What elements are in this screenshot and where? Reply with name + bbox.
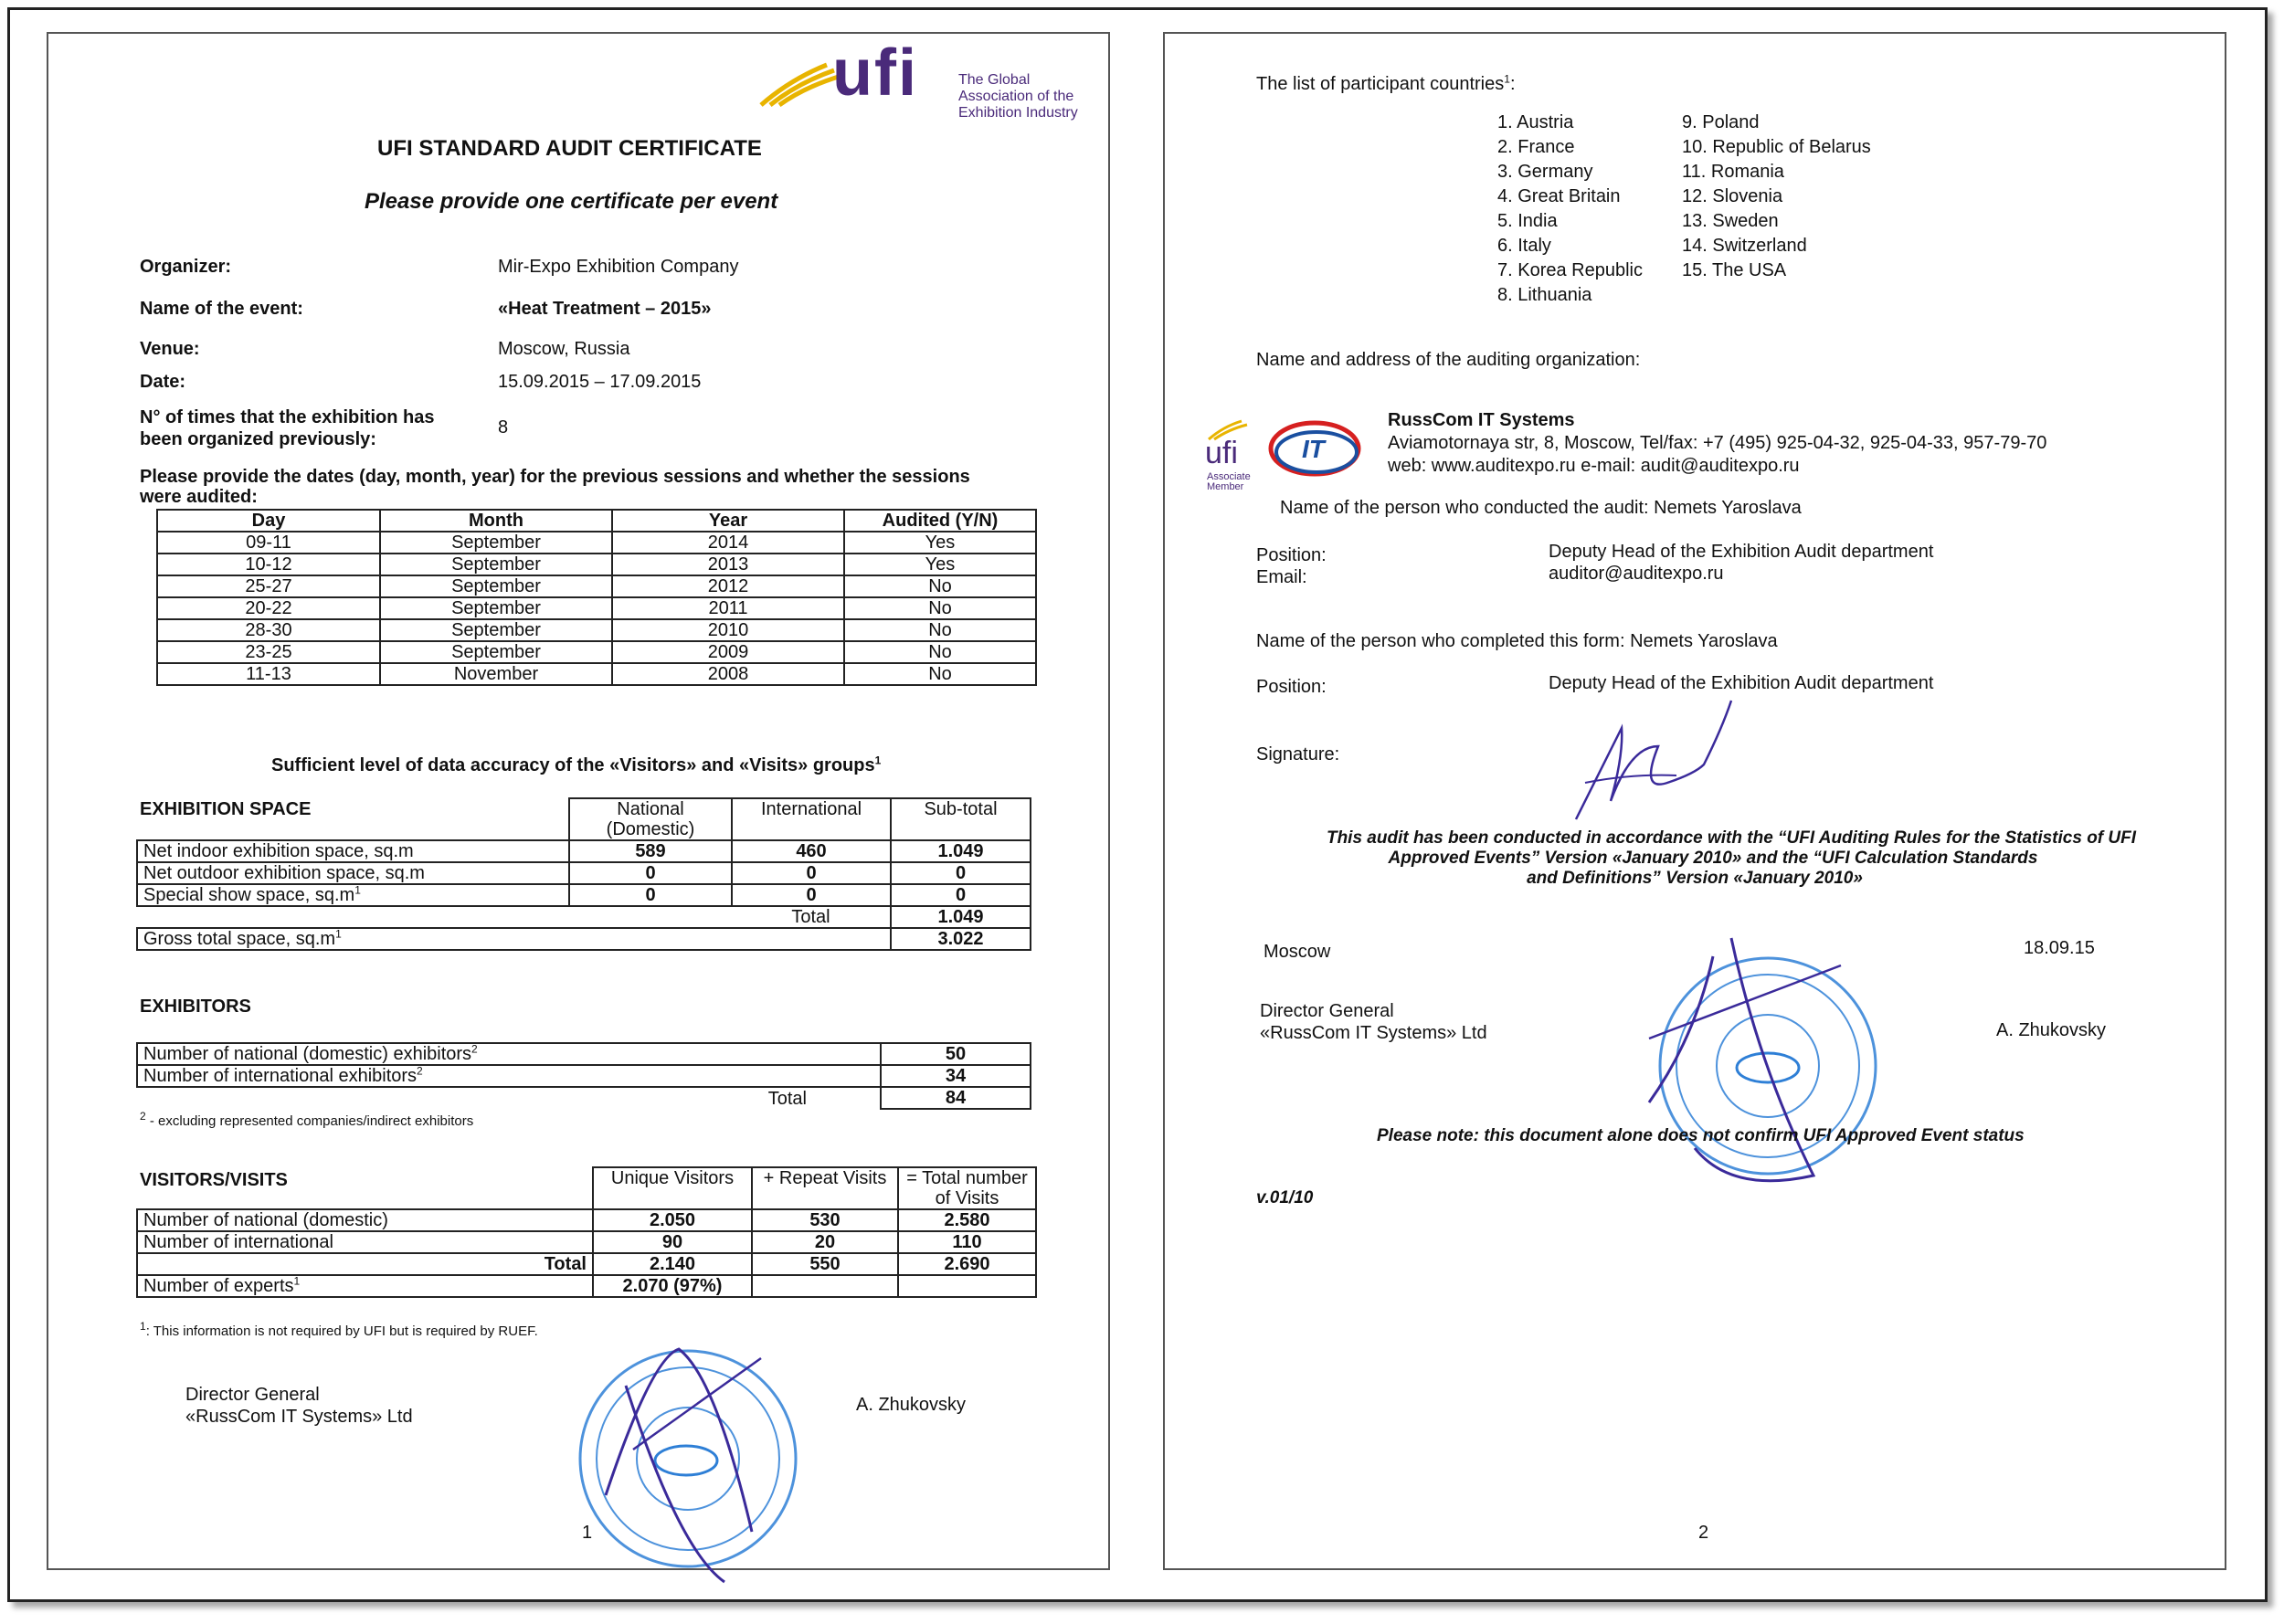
column-header: Year [612, 510, 844, 532]
cell: Yes [844, 554, 1036, 575]
cell: 2.070 (97%) [593, 1275, 752, 1297]
list-item: 14. Switzerland [1682, 236, 1807, 256]
audit-statement: This audit has been conducted in accordance with the “UFI Auditing Rules for the Statistics of UFI Approved Events” Version «January 2010» and the “UFI Calculation Standards and Definitions” Version «January 2010» [1326, 828, 2137, 888]
cell: 50 [881, 1043, 1031, 1065]
org-address: Aviamotornaya str, 8, Moscow, Tel/fax: +7 (495) 925-04-32, 925-04-33, 957-79-70 [1388, 433, 2047, 453]
russcom-logo-icon [1265, 416, 1366, 481]
cell: 20 [752, 1231, 898, 1253]
list-item: 7. Korea Republic [1497, 260, 1643, 280]
cell: 2008 [612, 663, 844, 685]
organizer-label: Organizer: [140, 257, 232, 277]
list-item: 2. France [1497, 137, 1575, 157]
venue-value: Moscow, Russia [498, 339, 630, 359]
cell: 34 [881, 1065, 1031, 1087]
exhibition-space-table [136, 797, 1031, 951]
page-2 [1163, 32, 2226, 1570]
cell: 28-30 [157, 619, 380, 641]
countries-list-left [1497, 111, 1643, 308]
email-label: Email: [1256, 567, 1307, 587]
column-header-repeat: + Repeat Visits [752, 1167, 898, 1209]
signatory-name: A. Zhukovsky [1996, 1020, 2107, 1040]
cell: September [380, 554, 612, 575]
version: v.01/10 [1256, 1188, 1314, 1207]
cell: 2010 [612, 619, 844, 641]
table-row [137, 884, 1031, 906]
total-value: 1.049 [891, 906, 1031, 928]
row-label: Gross total space, $sq.m^1$ [137, 928, 891, 950]
date-value: 15.09.2015 – 17.09.2015 [498, 372, 702, 392]
ufi-small-wordmark: ufi [1205, 436, 1238, 470]
cell: 530 [752, 1209, 898, 1231]
column-header-unique: Unique Visitors [593, 1167, 752, 1209]
cell: 2.690 [898, 1253, 1036, 1275]
cell: 1.049 [891, 840, 1031, 862]
row-label: Number of international [137, 1231, 593, 1253]
table-row-total [137, 1087, 1031, 1109]
column-header-national: National (Domestic) [569, 798, 732, 840]
page-1 [47, 32, 1110, 1570]
table-row [137, 840, 1031, 862]
date-label: Date: [140, 372, 186, 392]
row-label: Net indoor exhibition space, sq.m [137, 840, 569, 862]
list-item: 12. Slovenia [1682, 186, 1783, 206]
cell: No [844, 641, 1036, 663]
cell: September [380, 575, 612, 597]
email-value: auditor@auditexpo.ru [1549, 564, 1724, 584]
row-label: Number of national (domestic) [137, 1209, 593, 1231]
ufi-associate-member: Associate Member [1207, 471, 1251, 492]
organizer-value: Mir-Expo Exhibition Company [498, 257, 739, 277]
table-row-total [137, 906, 1031, 928]
audit-conducted-by: Name of the person who conducted the audit: Nemets Yaroslava [1280, 498, 1802, 518]
row-label: Number of international exhibitors$^2$ [137, 1065, 881, 1087]
list-item: 5. India [1497, 211, 1558, 231]
cell: 589 [569, 840, 732, 862]
table-row [157, 641, 1036, 663]
exhibitors-footnote: $^2$ - excluding represented companies/indirect exhibitors [140, 1110, 474, 1129]
cell: 110 [898, 1231, 1036, 1253]
row-label: Number of experts$^1$ [137, 1275, 593, 1297]
venue-label: Venue: [140, 339, 200, 359]
list-item: 3. Germany [1497, 162, 1593, 182]
cell: 2009 [612, 641, 844, 663]
cell: 2.050 [593, 1209, 752, 1231]
table-row [157, 554, 1036, 575]
cell: 550 [752, 1253, 898, 1275]
cell: 2.140 [593, 1253, 752, 1275]
list-item: 11. Romania [1682, 162, 1784, 182]
handwritten-signature-icon [1567, 691, 1750, 828]
event-name-label: Name of the event: [140, 299, 303, 319]
auditing-org-label: Name and address of the auditing organization: [1256, 350, 1641, 370]
footnote-1: $^1$: This information is not required by UFI but is required by RUEF. [140, 1320, 538, 1339]
svg-text:IT: IT [1302, 435, 1325, 463]
cell: 2014 [612, 532, 844, 554]
row-label: Number of national (domestic) exhibitors$^2$ [137, 1043, 881, 1065]
director-block: Director General «RussCom IT Systems» Ltd [185, 1385, 413, 1427]
list-item: 10. Republic of Belarus [1682, 137, 1871, 157]
company-stamp-icon [542, 1322, 834, 1587]
cell: 2011 [612, 597, 844, 619]
position-label: Position: [1256, 545, 1327, 565]
times-organized-value: 8 [498, 417, 509, 438]
cell: 0 [569, 884, 732, 906]
cell: 11-13 [157, 663, 380, 685]
table-row [157, 575, 1036, 597]
city: Moscow [1264, 942, 1331, 962]
list-item: 9. Poland [1682, 112, 1760, 132]
cell: No [844, 619, 1036, 641]
table-row [137, 1043, 1031, 1065]
gross-value: 3.022 [891, 928, 1031, 950]
company-stamp-icon [1594, 929, 1905, 1203]
cell: 23-25 [157, 641, 380, 663]
list-item: 8. Lithuania [1497, 285, 1592, 305]
table-row-experts [137, 1275, 1036, 1297]
cell: September [380, 532, 612, 554]
accuracy-note: Sufficient level of data accuracy of the «Visitors» and «Visits» groups$^1$ [271, 754, 882, 775]
cell: 0 [732, 884, 891, 906]
page-subtitle: Please provide one certificate per event [365, 189, 778, 214]
table-row [157, 619, 1036, 641]
document-frame [7, 7, 2268, 1602]
cell: 0 [732, 862, 891, 884]
cell: 25-27 [157, 575, 380, 597]
list-item: 15. The USA [1682, 260, 1787, 280]
cell: 0 [891, 884, 1031, 906]
exhibitors-table [136, 1042, 1031, 1110]
cell: 2.580 [898, 1209, 1036, 1231]
cell: September [380, 641, 612, 663]
cell: 20-22 [157, 597, 380, 619]
table-row [137, 1065, 1031, 1087]
visitors-table [136, 1166, 1037, 1298]
document-date: 18.09.15 [2024, 938, 2095, 958]
table-row [157, 532, 1036, 554]
exhibition-space-heading: EXHIBITION SPACE [140, 799, 312, 819]
table-row [137, 862, 1031, 884]
list-item: 13. Sweden [1682, 211, 1779, 231]
form-completed-by: Name of the person who completed this form: Nemets Yaroslava [1256, 631, 1778, 651]
cell: No [844, 575, 1036, 597]
list-item: 4. Great Britain [1497, 186, 1621, 206]
org-name: RussCom IT Systems [1388, 410, 1575, 430]
row-label: Special show space, $sq.m^1$ [137, 884, 569, 906]
table-row [137, 1209, 1036, 1231]
page-number: 1 [582, 1523, 593, 1543]
position-value: Deputy Head of the Exhibition Audit department [1549, 542, 1934, 562]
ufi-logo-wordmark: ufi [832, 37, 918, 110]
cell: 0 [569, 862, 732, 884]
table-row [157, 663, 1036, 685]
cell: 09-11 [157, 532, 380, 554]
column-header-subtotal: Sub-total [891, 798, 1031, 840]
cell: November [380, 663, 612, 685]
sessions-header-row [157, 510, 1036, 532]
event-name-value: «Heat Treatment – 2015» [498, 299, 712, 319]
cell: 0 [891, 862, 1031, 884]
signature-label: Signature: [1256, 744, 1340, 765]
cell: 10-12 [157, 554, 380, 575]
cell: No [844, 663, 1036, 685]
cell: 2013 [612, 554, 844, 575]
row-label: Net outdoor exhibition space, sq.m [137, 862, 569, 884]
cell: September [380, 619, 612, 641]
cell: No [844, 597, 1036, 619]
column-header: Day [157, 510, 380, 532]
column-header-international: International [732, 798, 891, 840]
table-row-total [137, 1253, 1036, 1275]
cell: September [380, 597, 612, 619]
table-row-gross [137, 928, 1031, 950]
cell: 2012 [612, 575, 844, 597]
table-row [157, 597, 1036, 619]
previous-sessions-prompt: Please provide the dates (day, month, year) for the previous sessions and whether the sessions were audited: [140, 467, 970, 507]
times-organized-label: N° of times that the exhibition has been organized previously: [140, 407, 435, 449]
visitors-header-row [137, 1167, 1036, 1209]
column-header: Month [380, 510, 612, 532]
total-label: Total [767, 1088, 807, 1109]
list-item: 6. Italy [1497, 236, 1551, 256]
visitors-heading: VISITORS/VISITS [140, 1170, 288, 1190]
cell: 90 [593, 1231, 752, 1253]
ufi-logo-tagline: The Global Association of the Exhibition Industry [958, 72, 1078, 121]
position2-label: Position: [1256, 677, 1327, 697]
org-web: web: www.auditexpo.ru e-mail: audit@auditexpo.ru [1388, 456, 1800, 476]
table-row [137, 1231, 1036, 1253]
total-value: 84 [881, 1087, 1031, 1109]
position2-value: Deputy Head of the Exhibition Audit department [1549, 673, 1934, 693]
director-block: Director General «RussCom IT Systems» Ltd [1260, 1001, 1487, 1043]
list-item: 1. Austria [1497, 112, 1574, 132]
page-title: UFI STANDARD AUDIT CERTIFICATE [377, 136, 762, 161]
column-header: Audited (Y/N) [844, 510, 1036, 532]
sessions-table [156, 509, 1037, 686]
space-header-row [137, 798, 1031, 840]
cell: Yes [844, 532, 1036, 554]
total-label: Total [791, 907, 830, 927]
signatory-name: A. Zhukovsky [856, 1395, 967, 1415]
page-number: 2 [1698, 1523, 1709, 1543]
cell: 460 [732, 840, 891, 862]
exhibitors-heading: EXHIBITORS [140, 997, 251, 1017]
column-header-total: = Total number of Visits [898, 1167, 1036, 1209]
approval-note: Please note: this document alone does not confirm UFI Approved Event status [1377, 1126, 2025, 1145]
countries-list-right [1682, 111, 1871, 283]
countries-label: The list of participant countries$^1$: [1256, 72, 1516, 94]
total-label: Total [137, 1253, 593, 1275]
